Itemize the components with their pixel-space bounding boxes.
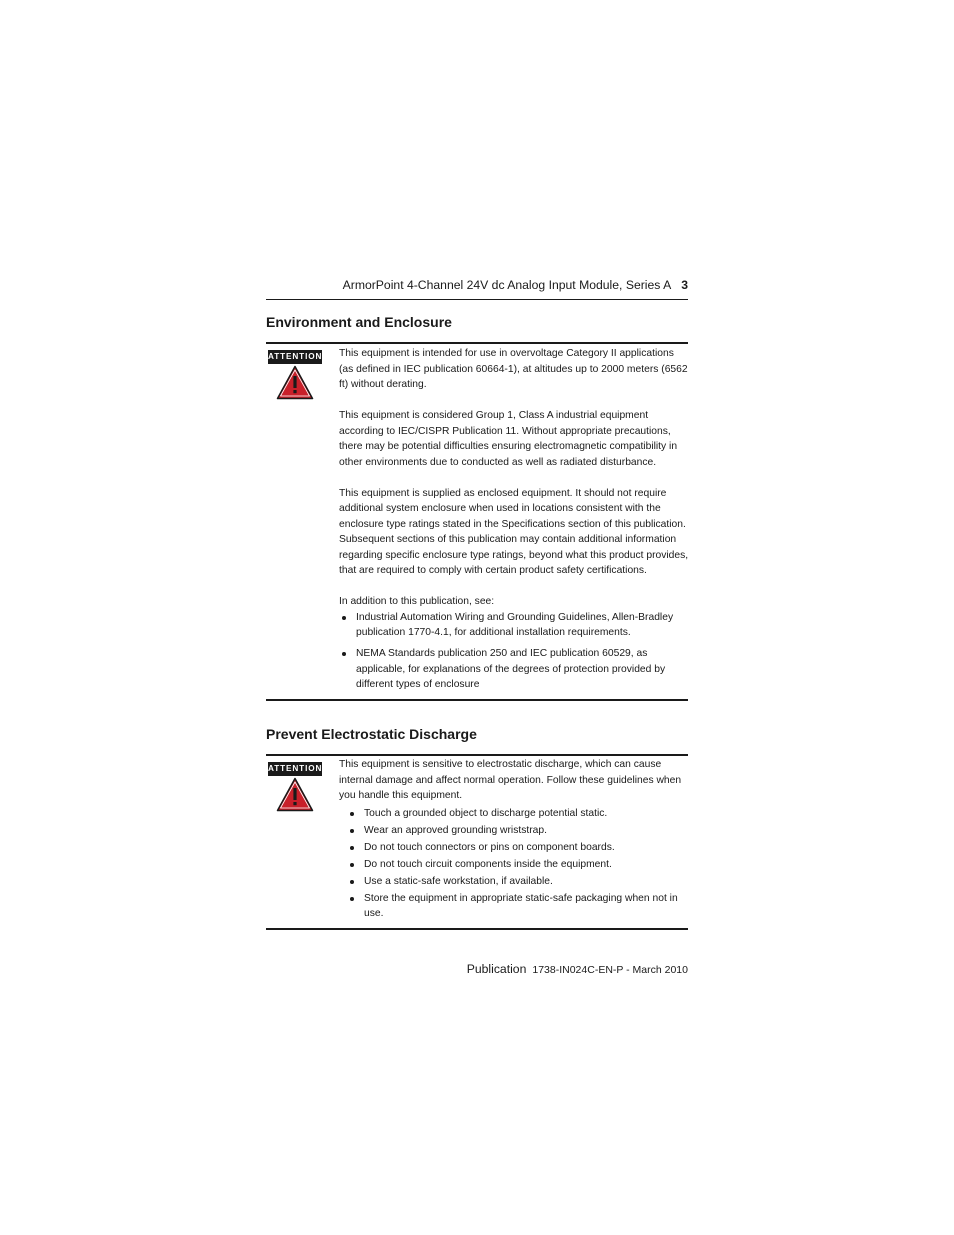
esd-content <box>339 757 689 923</box>
list-item: Do not touch connectors or pins on component boards. <box>347 840 689 856</box>
esd-intro: This equipment is sensitive to electrostatic discharge, which can cause internal damage and affect normal operation. Follow these guidelines when you handle this equipment. <box>339 759 682 801</box>
header-rule <box>266 299 688 300</box>
page-footer <box>266 960 688 979</box>
section-title-environment: Environment and Enclosure <box>266 314 452 330</box>
section-top-rule-esd <box>266 754 688 756</box>
esd-guideline-list <box>347 806 689 922</box>
section-top-rule-environment <box>266 342 688 344</box>
environment-paragraph: This equipment is considered Group 1, Class A industrial equipment according to IEC/CISPR Publication 11. Without appropriate precautions, there may be potential difficulties ensuring electromagnetic compatibility in other environments due to conducted as well as radiated disturbance. <box>339 410 678 468</box>
list-item: Use a static-safe workstation, if available. <box>347 874 689 890</box>
list-item: Store the equipment in appropriate static-safe packaging when not in use. <box>347 891 689 922</box>
warning-triangle-icon <box>276 777 314 812</box>
section-bottom-rule-esd <box>266 928 688 930</box>
attention-label-environment: ATTENTION <box>268 350 322 364</box>
environment-content <box>339 346 689 698</box>
list-item: NEMA Standards publication 250 and IEC publication 60529, as applicable, for explanations of the degrees of protection provided by different types of enclosure <box>339 646 689 693</box>
page-number: 3 <box>681 278 688 292</box>
environment-reference-list <box>339 610 689 693</box>
list-item: Wear an approved grounding wriststrap. <box>347 823 689 839</box>
section-title-esd: Prevent Electrostatic Discharge <box>266 726 477 742</box>
running-header-title: ArmorPoint 4-Channel 24V dc Analog Input Module, Series A <box>342 278 672 292</box>
list-item: Do not touch circuit components inside the equipment. <box>347 857 689 873</box>
running-header <box>266 276 688 294</box>
environment-paragraph: This equipment is supplied as enclosed equipment. It should not require additional system enclosure when used in locations consistent with the enclosure type ratings stated in the Specifications section of this publication. Subsequent sections of this publication may contain additional information regarding specific enclosure type ratings, beyond what this product provides, that are required to comply with certain product safety certifications. <box>339 487 689 576</box>
publication-id: 1738-IN024C-EN-P - March 2010 <box>532 964 688 976</box>
section-bottom-rule-environment <box>266 699 688 701</box>
footer-label: Publication <box>466 962 527 976</box>
environment-paragraph: This equipment is intended for use in overvoltage Category II applications (as defined in IEC publication 60664-1), at altitudes up to 2000 meters (6562 ft) without derating. <box>339 348 688 390</box>
list-item: Industrial Automation Wiring and Grounding Guidelines, Allen-Bradley publication 1770-4.1, for additional installation requirements. <box>339 610 689 641</box>
environment-paragraph: In addition to this publication, see: <box>339 596 495 607</box>
list-item: Touch a grounded object to discharge potential static. <box>347 806 689 822</box>
warning-triangle-icon <box>276 365 314 400</box>
attention-label-esd: ATTENTION <box>268 762 322 776</box>
